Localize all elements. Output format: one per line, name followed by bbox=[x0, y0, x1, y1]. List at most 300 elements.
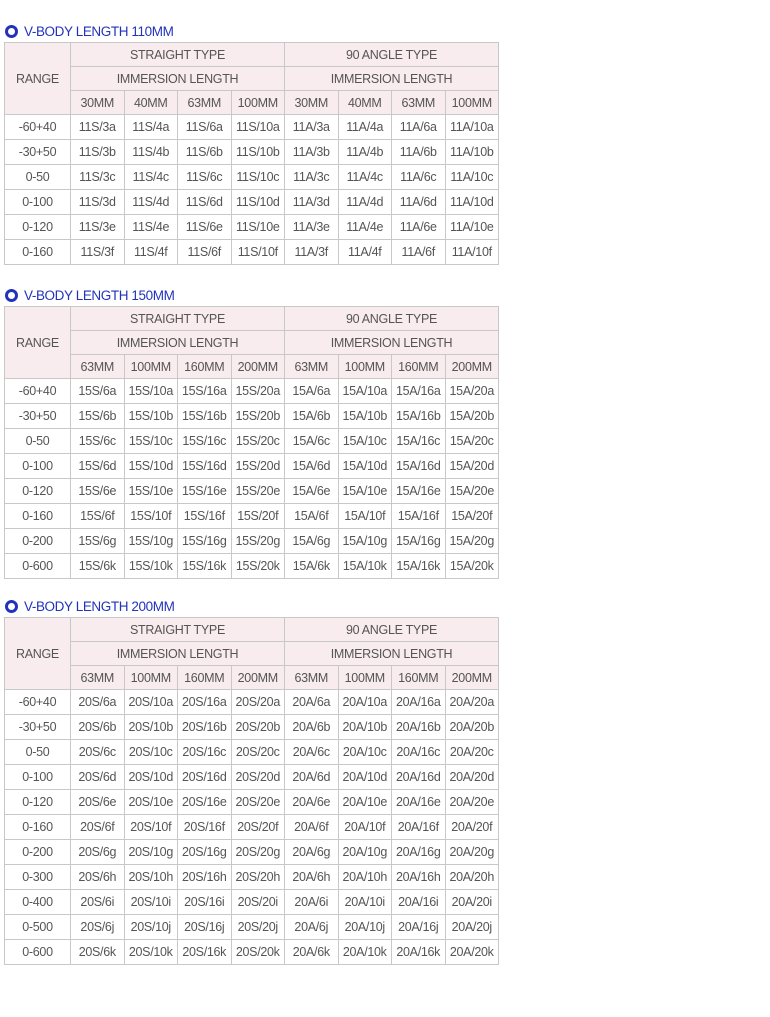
length-header: 40MM bbox=[124, 91, 178, 115]
model-code-cell: 15A/6a bbox=[285, 379, 339, 404]
model-code-cell: 15S/20k bbox=[231, 554, 285, 579]
model-code-cell: 11S/3c bbox=[71, 165, 125, 190]
model-code-cell: 20A/6k bbox=[285, 940, 339, 965]
model-code-cell: 20A/20c bbox=[445, 740, 499, 765]
model-code-cell: 11S/4a bbox=[124, 115, 178, 140]
table-row bbox=[5, 429, 499, 454]
model-code-cell: 20S/10j bbox=[124, 915, 178, 940]
header-row bbox=[5, 67, 499, 91]
model-code-cell: 20A/10g bbox=[338, 840, 392, 865]
model-code-cell: 20A/6i bbox=[285, 890, 339, 915]
model-code-cell: 15A/10k bbox=[338, 554, 392, 579]
model-code-cell: 15S/6b bbox=[71, 404, 125, 429]
model-code-cell: 15A/16k bbox=[392, 554, 446, 579]
table-row bbox=[5, 454, 499, 479]
model-code-cell: 20A/20a bbox=[445, 690, 499, 715]
model-code-cell: 11A/6b bbox=[392, 140, 446, 165]
length-header: 200MM bbox=[445, 666, 499, 690]
angle-type-header: 90 ANGLE TYPE bbox=[285, 618, 499, 642]
model-code-cell: 20A/16j bbox=[392, 915, 446, 940]
range-cell: 0-100 bbox=[5, 190, 71, 215]
model-code-cell: 11A/10a bbox=[445, 115, 499, 140]
model-code-cell: 15A/10b bbox=[338, 404, 392, 429]
model-code-cell: 20A/10a bbox=[338, 690, 392, 715]
model-code-cell: 11A/10e bbox=[445, 215, 499, 240]
model-code-cell: 15S/20f bbox=[231, 504, 285, 529]
length-header: 63MM bbox=[392, 91, 446, 115]
model-code-cell: 15A/10f bbox=[338, 504, 392, 529]
model-code-cell: 15S/10d bbox=[124, 454, 178, 479]
table-row bbox=[5, 479, 499, 504]
model-code-cell: 11S/10e bbox=[231, 215, 285, 240]
model-code-cell: 15S/16b bbox=[178, 404, 232, 429]
model-code-cell: 20A/6a bbox=[285, 690, 339, 715]
table-row bbox=[5, 404, 499, 429]
table-row bbox=[5, 890, 499, 915]
model-code-cell: 20S/10k bbox=[124, 940, 178, 965]
straight-type-header: STRAIGHT TYPE bbox=[71, 43, 285, 67]
range-cell: -30+50 bbox=[5, 715, 71, 740]
model-code-cell: 15S/10k bbox=[124, 554, 178, 579]
model-code-cell: 15S/6f bbox=[71, 504, 125, 529]
section-title bbox=[4, 595, 499, 617]
model-code-cell: 20S/10c bbox=[124, 740, 178, 765]
table-row bbox=[5, 240, 499, 265]
model-code-cell: 20A/16b bbox=[392, 715, 446, 740]
table-row bbox=[5, 554, 499, 579]
model-code-cell: 11S/6b bbox=[178, 140, 232, 165]
model-code-cell: 20S/6i bbox=[71, 890, 125, 915]
model-code-cell: 20A/6f bbox=[285, 815, 339, 840]
table-row bbox=[5, 790, 499, 815]
range-cell: 0-160 bbox=[5, 240, 71, 265]
model-code-cell: 20A/16a bbox=[392, 690, 446, 715]
model-code-cell: 20A/20g bbox=[445, 840, 499, 865]
model-code-cell: 15A/16c bbox=[392, 429, 446, 454]
model-code-cell: 20S/16e bbox=[178, 790, 232, 815]
section-title-text: V-BODY LENGTH 110MM bbox=[24, 23, 174, 39]
length-header: 63MM bbox=[178, 91, 232, 115]
model-code-cell: 11S/4b bbox=[124, 140, 178, 165]
length-header: 200MM bbox=[231, 355, 285, 379]
immersion-length-header: IMMERSION LENGTH bbox=[285, 67, 499, 91]
table-row bbox=[5, 740, 499, 765]
model-code-cell: 15S/20b bbox=[231, 404, 285, 429]
table-row bbox=[5, 165, 499, 190]
model-code-cell: 20A/16h bbox=[392, 865, 446, 890]
length-header: 100MM bbox=[231, 91, 285, 115]
model-code-cell: 20S/20a bbox=[231, 690, 285, 715]
table-row bbox=[5, 865, 499, 890]
model-code-cell: 20S/10g bbox=[124, 840, 178, 865]
model-code-cell: 11A/10d bbox=[445, 190, 499, 215]
model-code-cell: 20S/6c bbox=[71, 740, 125, 765]
section-title bbox=[4, 284, 499, 306]
spec-table bbox=[4, 617, 499, 965]
range-cell: -60+40 bbox=[5, 690, 71, 715]
range-header: RANGE bbox=[5, 307, 71, 379]
immersion-length-header: IMMERSION LENGTH bbox=[71, 642, 285, 666]
model-code-cell: 20A/16k bbox=[392, 940, 446, 965]
table-row bbox=[5, 915, 499, 940]
angle-type-header: 90 ANGLE TYPE bbox=[285, 307, 499, 331]
model-code-cell: 11A/10b bbox=[445, 140, 499, 165]
model-code-cell: 15A/6f bbox=[285, 504, 339, 529]
model-code-cell: 20S/20k bbox=[231, 940, 285, 965]
model-code-cell: 15A/10e bbox=[338, 479, 392, 504]
spec-section bbox=[4, 20, 499, 265]
length-header: 160MM bbox=[178, 355, 232, 379]
model-code-cell: 11A/4e bbox=[338, 215, 392, 240]
model-code-cell: 11S/10c bbox=[231, 165, 285, 190]
model-code-cell: 15S/16f bbox=[178, 504, 232, 529]
model-code-cell: 11A/4d bbox=[338, 190, 392, 215]
model-code-cell: 20S/6k bbox=[71, 940, 125, 965]
immersion-length-header: IMMERSION LENGTH bbox=[71, 67, 285, 91]
table-row bbox=[5, 765, 499, 790]
model-code-cell: 20S/10d bbox=[124, 765, 178, 790]
range-cell: 0-120 bbox=[5, 790, 71, 815]
model-code-cell: 15S/16d bbox=[178, 454, 232, 479]
table-row bbox=[5, 715, 499, 740]
model-code-cell: 15S/16c bbox=[178, 429, 232, 454]
model-code-cell: 11A/3f bbox=[285, 240, 339, 265]
length-header: 100MM bbox=[338, 666, 392, 690]
range-cell: 0-100 bbox=[5, 454, 71, 479]
ring-bullet-icon bbox=[5, 25, 18, 38]
model-code-cell: 15S/20d bbox=[231, 454, 285, 479]
model-code-cell: 20S/20e bbox=[231, 790, 285, 815]
model-code-cell: 15S/10f bbox=[124, 504, 178, 529]
model-code-cell: 20S/10e bbox=[124, 790, 178, 815]
model-code-cell: 11A/6a bbox=[392, 115, 446, 140]
length-header: 160MM bbox=[178, 666, 232, 690]
model-code-cell: 20S/16b bbox=[178, 715, 232, 740]
model-code-cell: 20A/16i bbox=[392, 890, 446, 915]
ring-bullet-icon bbox=[5, 600, 18, 613]
model-code-cell: 11S/6a bbox=[178, 115, 232, 140]
range-cell: 0-120 bbox=[5, 479, 71, 504]
model-code-cell: 15A/6b bbox=[285, 404, 339, 429]
model-code-cell: 11S/4f bbox=[124, 240, 178, 265]
model-code-cell: 11S/10a bbox=[231, 115, 285, 140]
length-header: 63MM bbox=[71, 355, 125, 379]
model-code-cell: 20S/10a bbox=[124, 690, 178, 715]
model-code-cell: 20A/16g bbox=[392, 840, 446, 865]
model-code-cell: 11A/4f bbox=[338, 240, 392, 265]
model-code-cell: 20S/20f bbox=[231, 815, 285, 840]
model-code-cell: 20A/10k bbox=[338, 940, 392, 965]
length-header: 100MM bbox=[445, 91, 499, 115]
model-code-cell: 11S/6d bbox=[178, 190, 232, 215]
ring-bullet-icon bbox=[5, 289, 18, 302]
range-cell: 0-50 bbox=[5, 165, 71, 190]
model-code-cell: 20A/10h bbox=[338, 865, 392, 890]
model-code-cell: 15A/20b bbox=[445, 404, 499, 429]
range-cell: -60+40 bbox=[5, 115, 71, 140]
model-code-cell: 11S/6e bbox=[178, 215, 232, 240]
spec-section bbox=[4, 284, 499, 579]
model-code-cell: 15S/6g bbox=[71, 529, 125, 554]
model-code-cell: 20A/10d bbox=[338, 765, 392, 790]
length-header: 63MM bbox=[285, 355, 339, 379]
model-code-cell: 20A/20d bbox=[445, 765, 499, 790]
range-cell: 0-100 bbox=[5, 765, 71, 790]
model-code-cell: 20S/20g bbox=[231, 840, 285, 865]
model-code-cell: 15A/10d bbox=[338, 454, 392, 479]
model-code-cell: 20S/20i bbox=[231, 890, 285, 915]
model-code-cell: 11S/3d bbox=[71, 190, 125, 215]
range-cell: 0-600 bbox=[5, 940, 71, 965]
model-code-cell: 20S/6d bbox=[71, 765, 125, 790]
model-code-cell: 15S/10g bbox=[124, 529, 178, 554]
table-row bbox=[5, 940, 499, 965]
model-code-cell: 20A/6b bbox=[285, 715, 339, 740]
model-code-cell: 20A/20h bbox=[445, 865, 499, 890]
model-code-cell: 20A/6j bbox=[285, 915, 339, 940]
model-code-cell: 20S/6j bbox=[71, 915, 125, 940]
model-code-cell: 11S/4d bbox=[124, 190, 178, 215]
model-code-cell: 11S/3a bbox=[71, 115, 125, 140]
model-code-cell: 15S/6k bbox=[71, 554, 125, 579]
model-code-cell: 11S/3e bbox=[71, 215, 125, 240]
model-code-cell: 11S/3b bbox=[71, 140, 125, 165]
table-row bbox=[5, 379, 499, 404]
model-code-cell: 20A/16d bbox=[392, 765, 446, 790]
table-row bbox=[5, 140, 499, 165]
angle-type-header: 90 ANGLE TYPE bbox=[285, 43, 499, 67]
model-code-cell: 20S/6h bbox=[71, 865, 125, 890]
header-row bbox=[5, 618, 499, 642]
range-cell: 0-500 bbox=[5, 915, 71, 940]
model-code-cell: 20S/6g bbox=[71, 840, 125, 865]
model-code-cell: 20S/20c bbox=[231, 740, 285, 765]
model-code-cell: 20A/20b bbox=[445, 715, 499, 740]
length-header: 30MM bbox=[285, 91, 339, 115]
model-code-cell: 20A/6g bbox=[285, 840, 339, 865]
length-header: 160MM bbox=[392, 666, 446, 690]
model-code-cell: 15A/10c bbox=[338, 429, 392, 454]
model-code-cell: 20A/20i bbox=[445, 890, 499, 915]
straight-type-header: STRAIGHT TYPE bbox=[71, 307, 285, 331]
model-code-cell: 20S/16k bbox=[178, 940, 232, 965]
spec-table bbox=[4, 42, 499, 265]
model-code-cell: 15S/10b bbox=[124, 404, 178, 429]
model-code-cell: 20A/6h bbox=[285, 865, 339, 890]
model-code-cell: 20S/16h bbox=[178, 865, 232, 890]
model-code-cell: 15A/20k bbox=[445, 554, 499, 579]
model-code-cell: 20A/16f bbox=[392, 815, 446, 840]
model-code-cell: 20S/16g bbox=[178, 840, 232, 865]
model-code-cell: 11A/10c bbox=[445, 165, 499, 190]
model-code-cell: 15A/20d bbox=[445, 454, 499, 479]
model-code-cell: 15S/10a bbox=[124, 379, 178, 404]
model-code-cell: 20A/20k bbox=[445, 940, 499, 965]
straight-type-header: STRAIGHT TYPE bbox=[71, 618, 285, 642]
model-code-cell: 11A/3d bbox=[285, 190, 339, 215]
model-code-cell: 20S/20d bbox=[231, 765, 285, 790]
section-title-text: V-BODY LENGTH 200MM bbox=[24, 598, 175, 614]
model-code-cell: 20A/16c bbox=[392, 740, 446, 765]
table-row bbox=[5, 190, 499, 215]
model-code-cell: 20S/10h bbox=[124, 865, 178, 890]
model-code-cell: 11A/3e bbox=[285, 215, 339, 240]
model-code-cell: 15A/20f bbox=[445, 504, 499, 529]
model-code-cell: 11A/4c bbox=[338, 165, 392, 190]
model-code-cell: 20A/10i bbox=[338, 890, 392, 915]
model-code-cell: 20A/16e bbox=[392, 790, 446, 815]
model-code-cell: 11A/4a bbox=[338, 115, 392, 140]
model-code-cell: 15A/6k bbox=[285, 554, 339, 579]
model-code-cell: 15S/20g bbox=[231, 529, 285, 554]
model-code-cell: 11A/4b bbox=[338, 140, 392, 165]
model-code-cell: 15S/6e bbox=[71, 479, 125, 504]
model-code-cell: 15S/16a bbox=[178, 379, 232, 404]
range-cell: 0-400 bbox=[5, 890, 71, 915]
model-code-cell: 20A/10e bbox=[338, 790, 392, 815]
model-code-cell: 11A/3b bbox=[285, 140, 339, 165]
model-code-cell: 20S/6e bbox=[71, 790, 125, 815]
spec-section bbox=[4, 595, 499, 965]
model-code-cell: 20A/20e bbox=[445, 790, 499, 815]
model-code-cell: 15S/16k bbox=[178, 554, 232, 579]
model-code-cell: 20S/10b bbox=[124, 715, 178, 740]
model-code-cell: 11A/3c bbox=[285, 165, 339, 190]
model-code-cell: 15S/6a bbox=[71, 379, 125, 404]
model-code-cell: 15A/10a bbox=[338, 379, 392, 404]
model-code-cell: 15S/10e bbox=[124, 479, 178, 504]
model-code-cell: 20S/16j bbox=[178, 915, 232, 940]
range-cell: 0-300 bbox=[5, 865, 71, 890]
model-code-cell: 15S/10c bbox=[124, 429, 178, 454]
model-code-cell: 15A/6e bbox=[285, 479, 339, 504]
model-code-cell: 15S/16g bbox=[178, 529, 232, 554]
model-code-cell: 20S/16c bbox=[178, 740, 232, 765]
header-row bbox=[5, 331, 499, 355]
model-code-cell: 15A/16e bbox=[392, 479, 446, 504]
model-code-cell: 15A/16a bbox=[392, 379, 446, 404]
model-code-cell: 20S/20b bbox=[231, 715, 285, 740]
model-code-cell: 20S/6b bbox=[71, 715, 125, 740]
model-code-cell: 11A/6f bbox=[392, 240, 446, 265]
header-row bbox=[5, 307, 499, 331]
model-code-cell: 11S/3f bbox=[71, 240, 125, 265]
model-code-cell: 20A/10f bbox=[338, 815, 392, 840]
range-header: RANGE bbox=[5, 618, 71, 690]
range-cell: 0-120 bbox=[5, 215, 71, 240]
range-cell: -60+40 bbox=[5, 379, 71, 404]
model-code-cell: 20A/20f bbox=[445, 815, 499, 840]
model-code-cell: 11S/4e bbox=[124, 215, 178, 240]
model-code-cell: 11S/6c bbox=[178, 165, 232, 190]
model-code-cell: 20S/16a bbox=[178, 690, 232, 715]
model-code-cell: 15A/6c bbox=[285, 429, 339, 454]
table-row bbox=[5, 815, 499, 840]
model-code-cell: 11A/6d bbox=[392, 190, 446, 215]
table-row bbox=[5, 215, 499, 240]
range-cell: -30+50 bbox=[5, 404, 71, 429]
model-code-cell: 15S/16e bbox=[178, 479, 232, 504]
model-code-cell: 11S/10f bbox=[231, 240, 285, 265]
model-code-cell: 15A/20a bbox=[445, 379, 499, 404]
table-row bbox=[5, 840, 499, 865]
section-title bbox=[4, 20, 499, 42]
immersion-length-header: IMMERSION LENGTH bbox=[71, 331, 285, 355]
range-cell: 0-600 bbox=[5, 554, 71, 579]
length-header: 200MM bbox=[445, 355, 499, 379]
length-header: 160MM bbox=[392, 355, 446, 379]
model-code-cell: 15A/6d bbox=[285, 454, 339, 479]
length-header: 63MM bbox=[285, 666, 339, 690]
header-row bbox=[5, 642, 499, 666]
header-row bbox=[5, 91, 499, 115]
table-row bbox=[5, 504, 499, 529]
range-header: RANGE bbox=[5, 43, 71, 115]
model-code-cell: 15S/20a bbox=[231, 379, 285, 404]
model-code-cell: 20A/10b bbox=[338, 715, 392, 740]
length-header: 100MM bbox=[124, 355, 178, 379]
model-code-cell: 15A/20g bbox=[445, 529, 499, 554]
model-code-cell: 20A/10j bbox=[338, 915, 392, 940]
model-code-cell: 20S/10i bbox=[124, 890, 178, 915]
model-code-cell: 11A/6e bbox=[392, 215, 446, 240]
range-cell: -30+50 bbox=[5, 140, 71, 165]
header-row bbox=[5, 666, 499, 690]
model-code-cell: 15S/20e bbox=[231, 479, 285, 504]
model-code-cell: 11S/10d bbox=[231, 190, 285, 215]
length-header: 30MM bbox=[71, 91, 125, 115]
range-cell: 0-200 bbox=[5, 529, 71, 554]
length-header: 200MM bbox=[231, 666, 285, 690]
model-code-cell: 15A/10g bbox=[338, 529, 392, 554]
length-header: 100MM bbox=[338, 355, 392, 379]
model-code-cell: 20S/6a bbox=[71, 690, 125, 715]
header-row bbox=[5, 43, 499, 67]
model-code-cell: 15A/20e bbox=[445, 479, 499, 504]
model-code-cell: 11A/10f bbox=[445, 240, 499, 265]
model-code-cell: 11S/4c bbox=[124, 165, 178, 190]
model-code-cell: 15A/16f bbox=[392, 504, 446, 529]
length-header: 63MM bbox=[71, 666, 125, 690]
model-code-cell: 20A/6d bbox=[285, 765, 339, 790]
range-cell: 0-160 bbox=[5, 504, 71, 529]
model-code-cell: 11A/3a bbox=[285, 115, 339, 140]
model-code-cell: 20A/6c bbox=[285, 740, 339, 765]
model-code-cell: 20A/20j bbox=[445, 915, 499, 940]
table-row bbox=[5, 690, 499, 715]
header-row bbox=[5, 355, 499, 379]
model-code-cell: 20A/10c bbox=[338, 740, 392, 765]
model-code-cell: 20S/6f bbox=[71, 815, 125, 840]
length-header: 40MM bbox=[338, 91, 392, 115]
table-row bbox=[5, 115, 499, 140]
range-cell: 0-50 bbox=[5, 740, 71, 765]
model-code-cell: 20S/16i bbox=[178, 890, 232, 915]
model-code-cell: 15A/16d bbox=[392, 454, 446, 479]
range-cell: 0-200 bbox=[5, 840, 71, 865]
range-cell: 0-160 bbox=[5, 815, 71, 840]
model-code-cell: 20A/6e bbox=[285, 790, 339, 815]
model-code-cell: 15S/6d bbox=[71, 454, 125, 479]
model-code-cell: 15A/16b bbox=[392, 404, 446, 429]
model-code-cell: 15S/6c bbox=[71, 429, 125, 454]
model-code-cell: 20S/16d bbox=[178, 765, 232, 790]
model-code-cell: 15A/16g bbox=[392, 529, 446, 554]
model-code-cell: 20S/20j bbox=[231, 915, 285, 940]
length-header: 100MM bbox=[124, 666, 178, 690]
model-code-cell: 15A/6g bbox=[285, 529, 339, 554]
model-code-cell: 11S/10b bbox=[231, 140, 285, 165]
